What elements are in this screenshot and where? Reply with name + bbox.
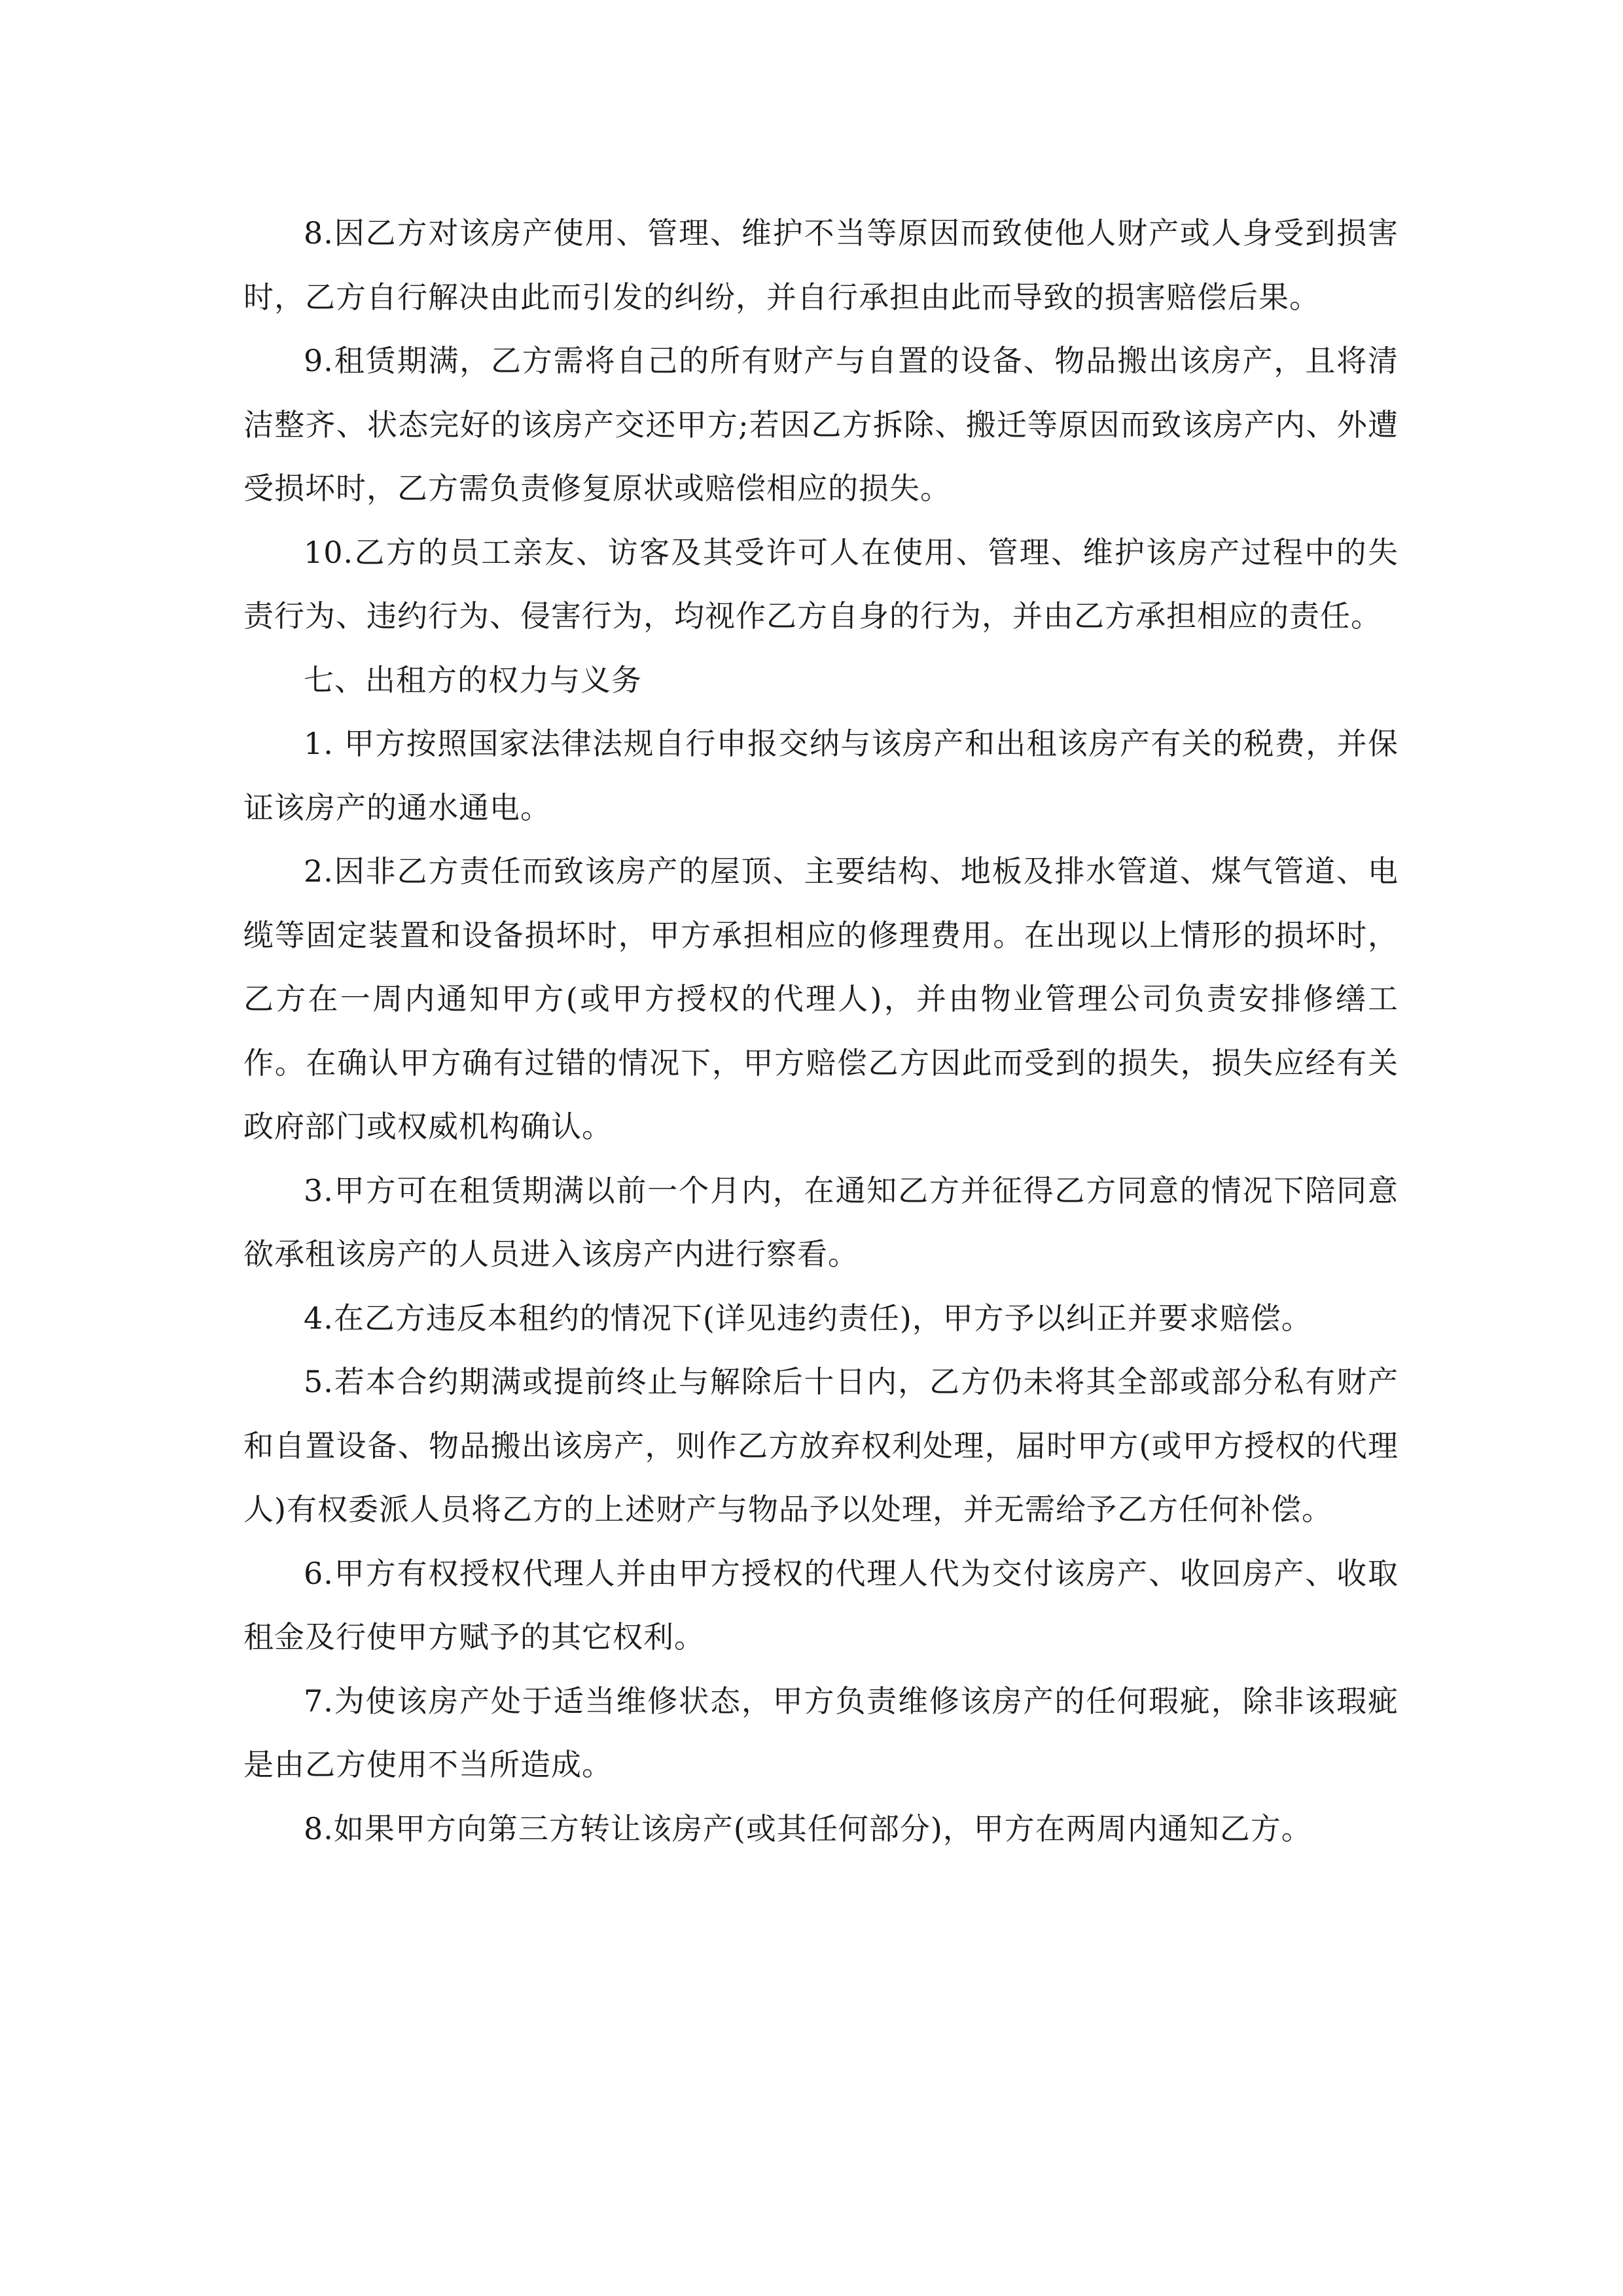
- clause-paragraph: 9.租赁期满，乙方需将自己的所有财产与自置的设备、物品搬出该房产，且将清洁整齐、状态完好的该房产交还甲方;若因乙方拆除、搬迁等原因而致该房产内、外遭受损坏时，乙方需负责修复原状或赔偿相应的损失。: [243, 343, 1399, 506]
- clause-paragraph: 8.因乙方对该房产使用、管理、维护不当等原因而致使他人财产或人身受到损害时，乙方自行解决由此而引发的纠纷，并自行承担由此而导致的损害赔偿后果。: [243, 215, 1399, 315]
- section-heading: 七、出租方的权力与义务: [304, 662, 642, 698]
- clause-paragraph: 2.因非乙方责任而致该房产的屋顶、主要结构、地板及排水管道、煤气管道、电缆等固定装置和设备损坏时，甲方承担相应的修理费用。在出现以上情形的损坏时，乙方在一周内通知甲方(或甲方授权的代理人)，并由物业管理公司负责安排修缮工作。在确认甲方确有过错的情况下，甲方赔偿乙方因此而受到的损失，损失应经有关政府部门或权威机构确认。: [243, 853, 1399, 1144]
- clause-paragraph: 10.乙方的员工亲友、访客及其受许可人在使用、管理、维护该房产过程中的失责行为、违约行为、侵害行为，均视作乙方自身的行为，并由乙方承担相应的责任。: [243, 534, 1399, 634]
- clause-paragraph: 8.如果甲方向第三方转让该房产(或其任何部分)，甲方在两周内通知乙方。: [304, 1810, 1312, 1846]
- clause-paragraph: 5.若本合约期满或提前终止与解除后十日内，乙方仍未将其全部或部分私有财产和自置设备、物品搬出该房产，则作乙方放弃权利处理，届时甲方(或甲方授权的代理人)有权委派人员将乙方的上述财产与物品予以处理，并无需给予乙方任何补偿。: [243, 1364, 1399, 1527]
- clause-paragraph: 7.为使该房产处于适当维修状态，甲方负责维修该房产的任何瑕疵，除非该瑕疵是由乙方使用不当所造成。: [243, 1683, 1399, 1782]
- clause-paragraph: 3.甲方可在租赁期满以前一个月内，在通知乙方并征得乙方同意的情况下陪同意欲承租该房产的人员进入该房产内进行察看。: [243, 1172, 1399, 1272]
- clause-paragraph: 4.在乙方违反本租约的情况下(详见违约责任)，甲方予以纠正并要求赔偿。: [304, 1300, 1312, 1336]
- clause-paragraph: 1. 甲方按照国家法律法规自行申报交纳与该房产和出租该房产有关的税费，并保证该房产的通水通电。: [243, 726, 1399, 825]
- document-body: [243, 202, 1399, 1861]
- clause-paragraph: 6.甲方有权授权代理人并由甲方授权的代理人代为交付该房产、收回房产、收取租金及行使甲方赋予的其它权利。: [243, 1555, 1399, 1655]
